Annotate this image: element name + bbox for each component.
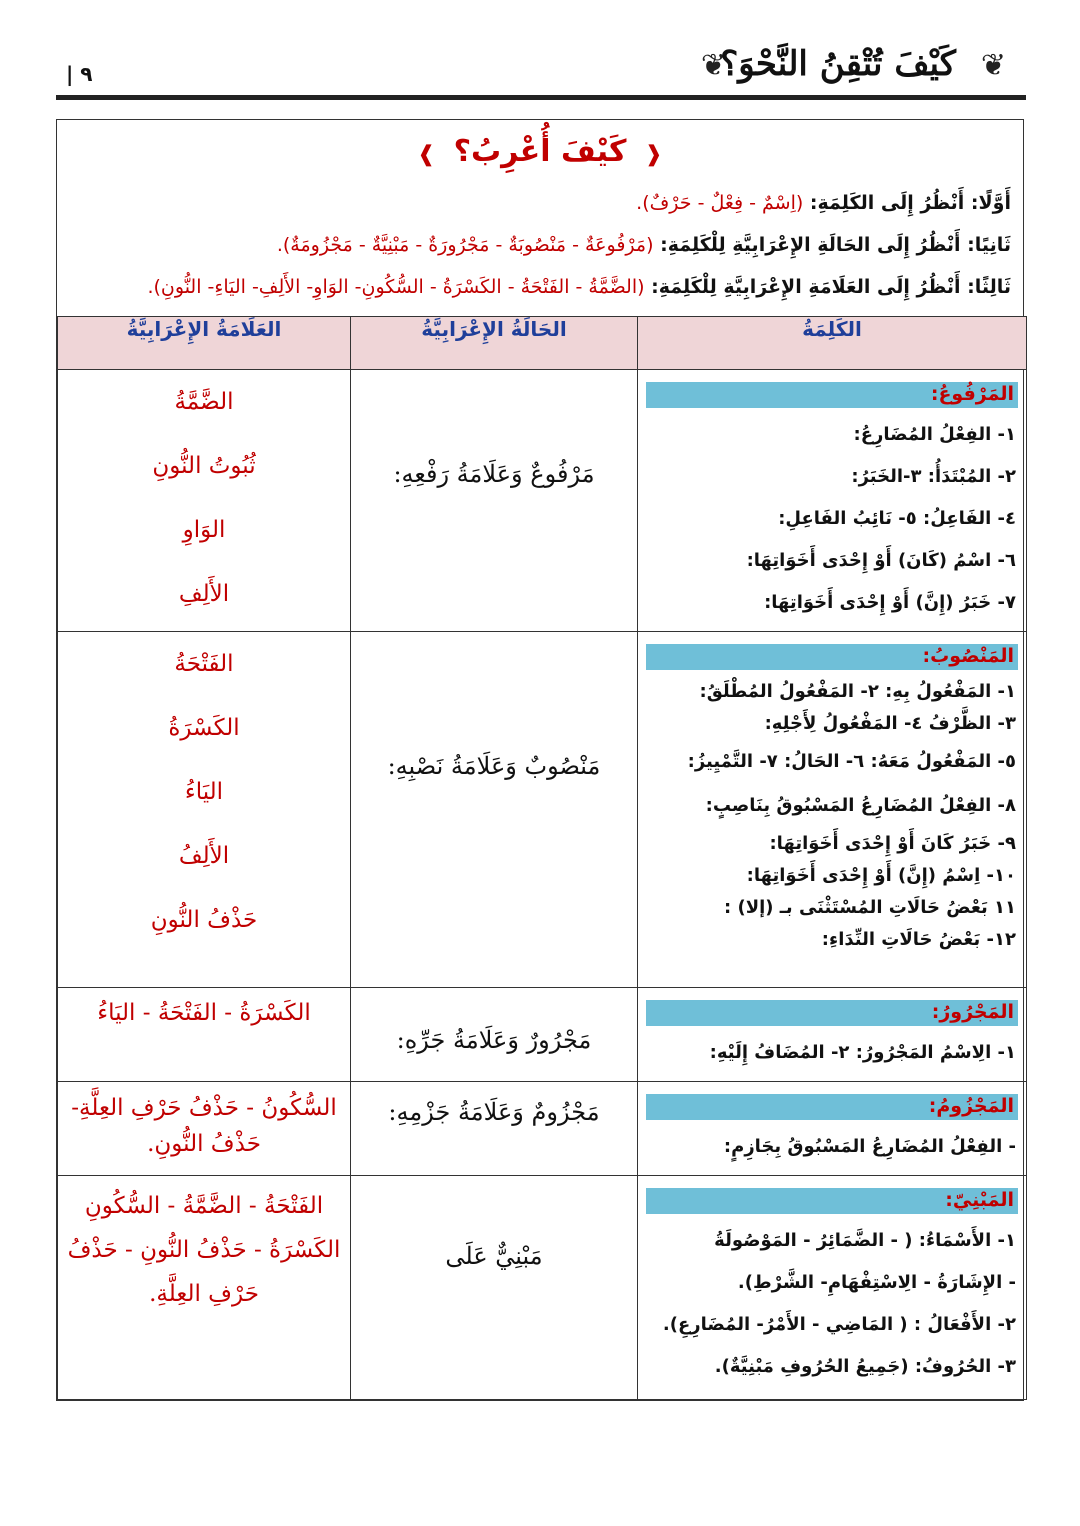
header-word: الكَلِمَةُ <box>638 317 1027 370</box>
state-cell: مَرْفُوعٌ وَعَلَامَةُ رَفْعِهِ: <box>351 370 638 632</box>
sign-item: ثُبُوتُ النُّونِ <box>152 453 256 479</box>
sign-item: حَذْفُ النُّونِ. <box>147 1131 261 1157</box>
table-header-row <box>58 317 1027 370</box>
content-frame <box>56 119 1024 1401</box>
sign-item: الكَسْرَةُ - الفَتْحَةُ - اليَاءُ <box>97 1000 311 1026</box>
table-row <box>58 988 1027 1082</box>
table-row <box>58 1176 1027 1400</box>
list-item: - الفِعْلُ المُضَارِعُ المَسْبُوقُ بِجَازِمٍ: <box>723 1136 1016 1157</box>
sign-item: اليَاءُ <box>184 779 224 805</box>
list-item: ١٢- بَعْضُ حَالَاتِ النِّدَاءِ: <box>821 929 1016 950</box>
intro-line-1: أَوَّلًا: أَنْظُرُ إِلَى الكَلِمَةِ: (اِسْمٌ - فِعْلٌ - حَرْفٌ). <box>636 192 1011 214</box>
category-band: المَنْصُوبُ: <box>646 644 1018 670</box>
sign-item: حَذْفُ النُّونِ <box>150 907 258 933</box>
section-title-text: كَيْفَ أُعْرِبُ؟ <box>453 134 627 169</box>
list-item: ١- الأَسْمَاءُ: ( - الضَّمَائِرُ - المَوْصُولَةُ <box>714 1230 1016 1251</box>
item-list <box>638 1120 1026 1168</box>
word-cell <box>638 1082 1027 1176</box>
word-cell <box>638 370 1027 632</box>
category-band: المَجْرُورُ: <box>646 1000 1018 1026</box>
list-item: ٦- اسْمُ (كَانَ) أَوْ إِحْدَى أَخَوَاتِهَا: <box>746 550 1016 571</box>
sign-item: الفَتْحَةُ <box>174 651 234 677</box>
page-number: ٩ | <box>66 62 93 86</box>
state-cell: مَجْزُومٌ وَعَلَامَةُ جَزْمِهِ: <box>351 1082 638 1176</box>
title-ornament-right-icon: ❰ <box>644 142 663 167</box>
book-title: كَيْفَ تُتْقِنُ النَّحْوَ؟ <box>720 44 956 84</box>
table-row <box>58 632 1027 988</box>
ornament-left-icon: ❦ <box>700 48 726 83</box>
sign-item: الكَسْرَةُ - حَذْفُ النُّونِ - حَذْفُ <box>67 1237 341 1263</box>
list-item: ٣- الحُرُوفُ: (جَمِيعُ الحُرُوفِ مَبْنِيَّةٌ). <box>714 1356 1016 1377</box>
category-band: المَبْنِيّ: <box>646 1188 1018 1214</box>
item-list <box>638 670 1026 956</box>
sign-cell <box>58 370 351 632</box>
word-cell <box>638 1176 1027 1400</box>
list-item: - الإِشَارَةُ - الِاسْتِفْهَامِ- الشَّرْطِ). <box>737 1272 1016 1293</box>
state-cell: مَبْنِيٌّ عَلَى <box>351 1176 638 1400</box>
table-row <box>58 370 1027 632</box>
sign-item: السُّكُونُ - حَذْفُ حَرْفِ العِلَّةِ- <box>71 1095 337 1121</box>
item-list <box>638 408 1026 624</box>
word-cell <box>638 632 1027 988</box>
sign-cell <box>58 1082 351 1176</box>
list-item: ١٠- اِسْمُ (إِنَّ) أَوْ إِحْدَى أَخَوَاتِهَا: <box>746 865 1016 886</box>
list-item: ٣- الظَّرْفُ ٤- المَفْعُولُ لِأَجْلِهِ: <box>764 713 1016 734</box>
category-band: المَجْزُومُ: <box>646 1094 1018 1120</box>
header-sign: العَلَامَةُ الإِعْرَابِيَّةُ <box>58 317 351 370</box>
sign-item: الكَسْرَةُ <box>168 715 240 741</box>
intro-line-3: ثَالِثًا: أَنْظُرُ إِلَى العَلَامَةِ الإِعْرَابِيَّةِ لِلْكَلِمَةِ: (الضَّمَّةُ - الفَتْحَةُ - الكَسْرَةُ - السُّكُونِ- الوَاوِ- الأَلِفِ- اليَاءِ- النُّونِ). <box>147 276 1011 298</box>
title-ornament-left-icon: ❱ <box>417 142 436 167</box>
list-item: ٨- الفِعْلُ المُضَارِعُ المَسْبُوقُ بِنَاصِبٍ: <box>705 795 1016 816</box>
list-item: ٢- المُبْتَدَأُ: ٣-الخَبَرُ: <box>851 466 1016 487</box>
sign-cell <box>58 632 351 988</box>
state-cell: مَجْرُورٌ وَعَلَامَةُ جَرِّهِ: <box>351 988 638 1082</box>
sign-item: الأَلِفُ <box>178 843 230 869</box>
header-divider <box>56 95 1026 100</box>
sign-item: الأَلِفِ <box>178 581 230 607</box>
list-item: ١- المَفْعُولُ بِهِ: ٢- المَفْعُولُ المُطْلَقُ: <box>699 681 1016 702</box>
category-band: المَرْفُوعُ: <box>646 382 1018 408</box>
list-item: ٧- خَبَرُ (إِنَّ) أَوْ إِحْدَى أَخَوَاتِهَا: <box>764 592 1016 613</box>
sign-item: حَرْفِ العِلَّةِ. <box>149 1281 259 1307</box>
header-state: الحَالَةُ الإِعْرَابِيَّةُ <box>351 317 638 370</box>
sign-cell <box>58 1176 351 1400</box>
item-list <box>638 1214 1026 1388</box>
intro-section <box>57 120 1023 316</box>
list-item: ١- الِاسْمُ المَجْرُورُ: ٢- المُضَافُ إِلَيْهِ: <box>709 1042 1016 1063</box>
section-title <box>57 134 1023 169</box>
sign-cell <box>58 988 351 1082</box>
sign-item: الفَتْحَةُ - الضَّمَّةُ - السُّكُونِ <box>84 1193 324 1219</box>
item-list <box>638 1026 1026 1074</box>
state-cell: مَنْصُوبٌ وَعَلَامَةُ نَصْبِهِ: <box>351 632 638 988</box>
list-item: ٢- الأَفْعَالُ : ( المَاضِي - الأَمْرُ- المُضَارِعِ). <box>662 1314 1016 1335</box>
ornament-right-icon: ❦ <box>980 48 1006 83</box>
sign-item: الضَّمَّةُ <box>174 389 234 415</box>
table-row <box>58 1082 1027 1176</box>
list-item: ١- الفِعْلُ المُضَارِعُ: <box>853 424 1016 445</box>
page-header <box>56 36 1026 98</box>
sign-item: الوَاوِ <box>182 517 226 543</box>
word-cell <box>638 988 1027 1082</box>
list-item: ١١ بَعْضُ حَالَاتِ المُسْتَثْنَى بـ (إلا) : <box>724 897 1016 918</box>
list-item: ٩- خَبَرُ كَانَ أَوْ إِحْدَى أَخَوَاتِهَا: <box>769 833 1016 854</box>
grammar-table <box>57 316 1027 1400</box>
list-item: ٥- المَفْعُولُ مَعَهُ: ٦- الحَالُ: ٧- التَّمْيِيزُ: <box>687 751 1016 772</box>
list-item: ٤- الفَاعِلُ: ٥- نَائِبُ الفَاعِلِ: <box>778 508 1016 529</box>
intro-line-2: ثَانِيًا: أَنْظُرُ إِلَى الحَالَةِ الإِعْرَابِيَّةِ لِلْكَلِمَةِ: (مَرْفُوعَةٌ - مَنْصُوبَةٌ - مَجْرُورَةٌ - مَبْنِيَّةٌ - مَجْزُومَةٌ). <box>276 234 1011 256</box>
